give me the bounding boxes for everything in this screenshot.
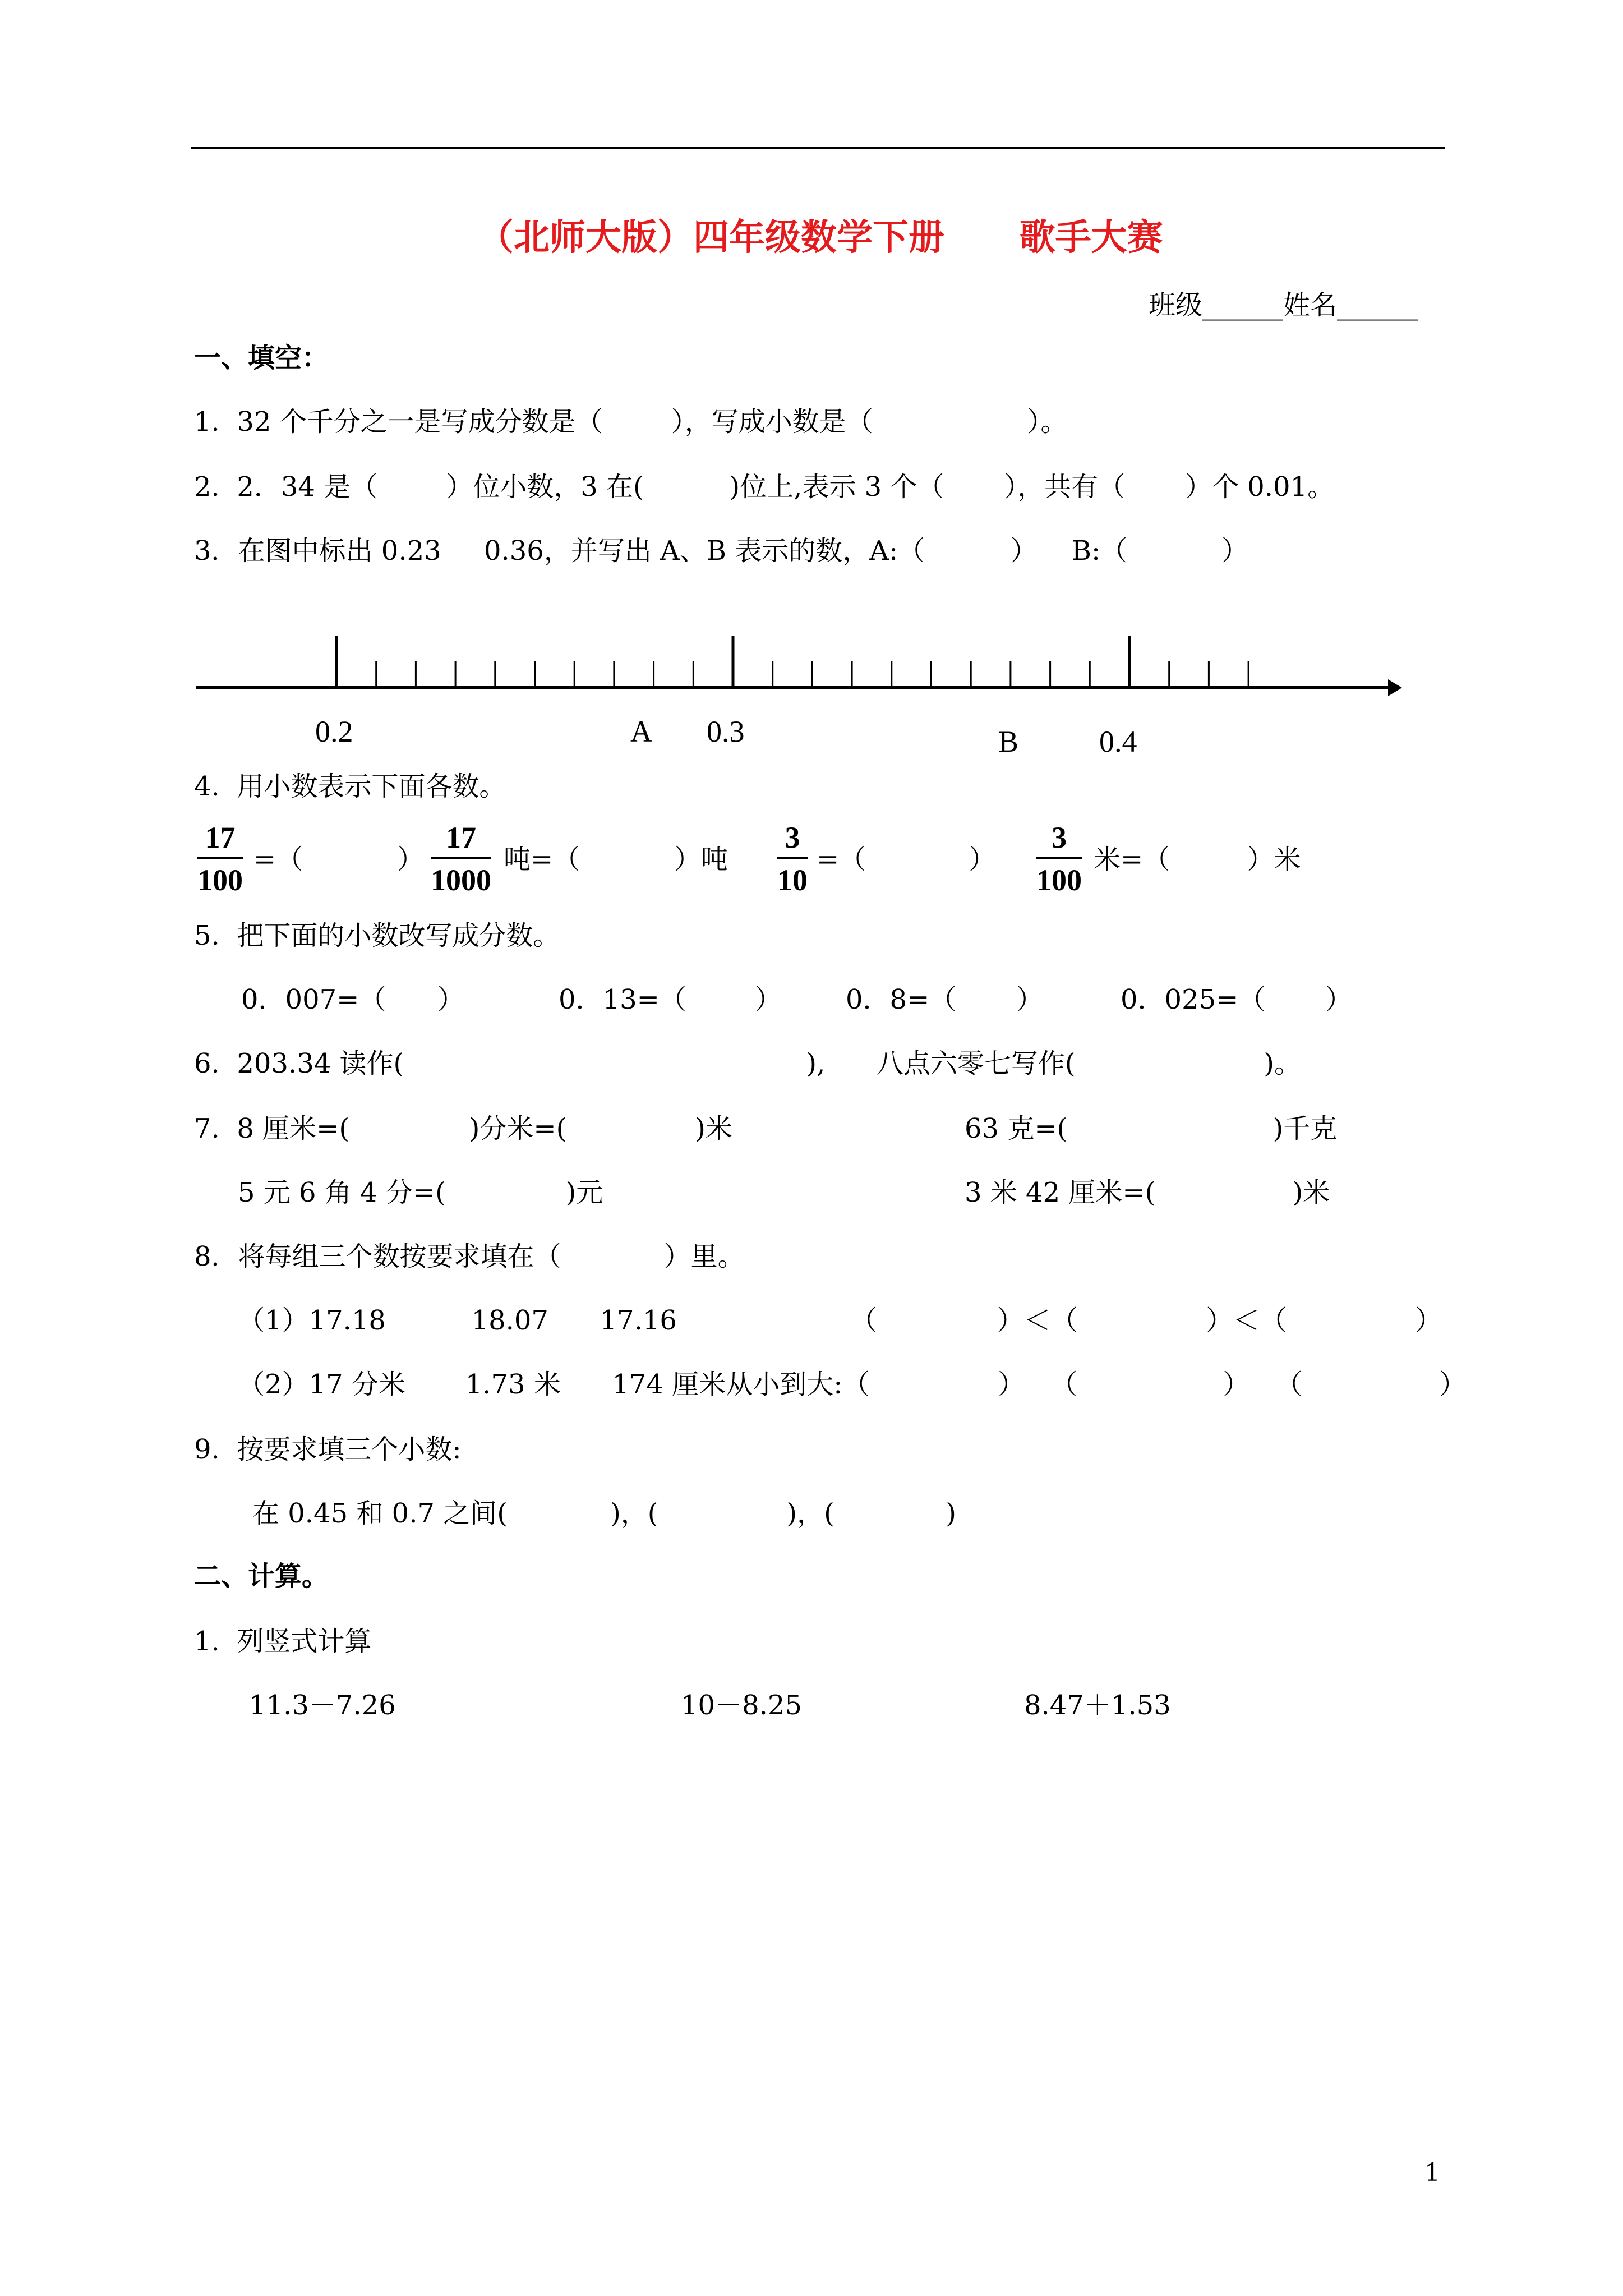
question-6: 6. 203.34 读作( ), 八点六零七写作( )。: [194, 1048, 1302, 1079]
q5-item-1: 0．007=（ ）: [241, 984, 464, 1015]
question-7-a: 7. 8 厘米=( )分米=( )米: [194, 1113, 732, 1144]
section-heading-calc: 二、计算。: [194, 1561, 329, 1592]
number-line-label-0-2: 0.2: [315, 715, 353, 748]
question-8: 8．将每组三个数按要求填在（ ）里。: [194, 1241, 745, 1272]
question-8-1-blanks: （ ）＜（ ）＜（ ）: [850, 1305, 1442, 1336]
fraction-denominator: 10: [777, 863, 808, 897]
fraction-bar: [197, 857, 243, 859]
fraction-answer-4: 米=（ ）米: [1094, 844, 1301, 875]
fraction-denominator: 1000: [431, 863, 491, 897]
fraction-answer-2: 吨=（ ）吨: [504, 844, 728, 875]
section-heading-fill: 一、填空：: [194, 342, 329, 374]
number-line-label-a: A: [630, 715, 652, 748]
question-4: 4. 用小数表示下面各数。: [194, 771, 506, 802]
question-8-1-numbers: （1）17.18 18.07 17.16: [238, 1305, 677, 1336]
fraction-numerator: 17: [446, 821, 476, 854]
q5-item-2: 0．13=（ ）: [559, 984, 782, 1015]
q5-item-3: 0．8=（ ）: [846, 984, 1044, 1015]
number-line-label-0-4: 0.4: [1099, 725, 1137, 758]
fraction-answer-1: =（ ）: [253, 844, 425, 875]
calc-item-3: 8.47＋1.53: [1024, 1690, 1171, 1721]
fraction-3-10: [777, 822, 808, 895]
fraction-bar: [777, 857, 808, 859]
number-line-label-0-3: 0.3: [707, 715, 745, 748]
question-9-line: 在 0.45 和 0.7 之间( )，( )，( ): [252, 1498, 956, 1529]
question-7-c: 5 元 6 角 4 分=( )元: [238, 1177, 603, 1208]
calc-item-2: 10－8.25: [681, 1690, 802, 1721]
fraction-17-1000: [431, 822, 491, 895]
fraction-numerator: 3: [785, 821, 800, 854]
fraction-numerator: 3: [1052, 821, 1067, 854]
number-line-label-b: B: [998, 725, 1019, 758]
page-number: 1: [1424, 2159, 1440, 2187]
calc-question-1: 1. 列竖式计算: [194, 1626, 372, 1657]
question-8-2: （2）17 分米 1.73 米 174 厘米从小到大:（ ） （ ） （ ）: [238, 1369, 1467, 1400]
question-2: 2. 2．34 是（ ）位小数，3 在( )位上,表示 3 个（ ），共有（ ）个 0.01。: [194, 471, 1335, 503]
class-name-line: 班级______姓名______: [1149, 289, 1418, 321]
page-title: （北师大版）四年级数学下册 歌手大赛: [478, 217, 1163, 259]
fraction-17-100: [197, 822, 243, 895]
number-line: [0, 0, 1623, 785]
question-3: 3．在图中标出 0.23 0.36，并写出 A、B 表示的数，A:（ ） B:（ ）: [194, 535, 1249, 567]
calc-item-1: 11.3－7.26: [249, 1690, 396, 1721]
number-line-arrowhead: [1388, 679, 1402, 696]
number-line-ticks: [336, 636, 1248, 688]
question-1: 1. 32 个千分之一是写成分数是（ ），写成小数是（ ）。: [194, 406, 1068, 438]
fraction-denominator: 100: [197, 863, 243, 897]
q5-item-4: 0．025=（ ）: [1121, 984, 1353, 1015]
fraction-numerator: 17: [205, 821, 236, 854]
fraction-bar: [1036, 857, 1082, 859]
fraction-3-100: [1036, 822, 1082, 895]
question-9: 9. 按要求填三个小数:: [194, 1434, 462, 1465]
fraction-bar: [431, 857, 491, 859]
fraction-answer-3: =（ ）: [817, 844, 996, 875]
question-5: 5. 把下面的小数改写成分数。: [194, 920, 560, 951]
question-7-b: 63 克=( )千克: [965, 1113, 1338, 1144]
fraction-denominator: 100: [1036, 863, 1082, 897]
question-7-d: 3 米 42 厘米=( )米: [965, 1177, 1330, 1208]
